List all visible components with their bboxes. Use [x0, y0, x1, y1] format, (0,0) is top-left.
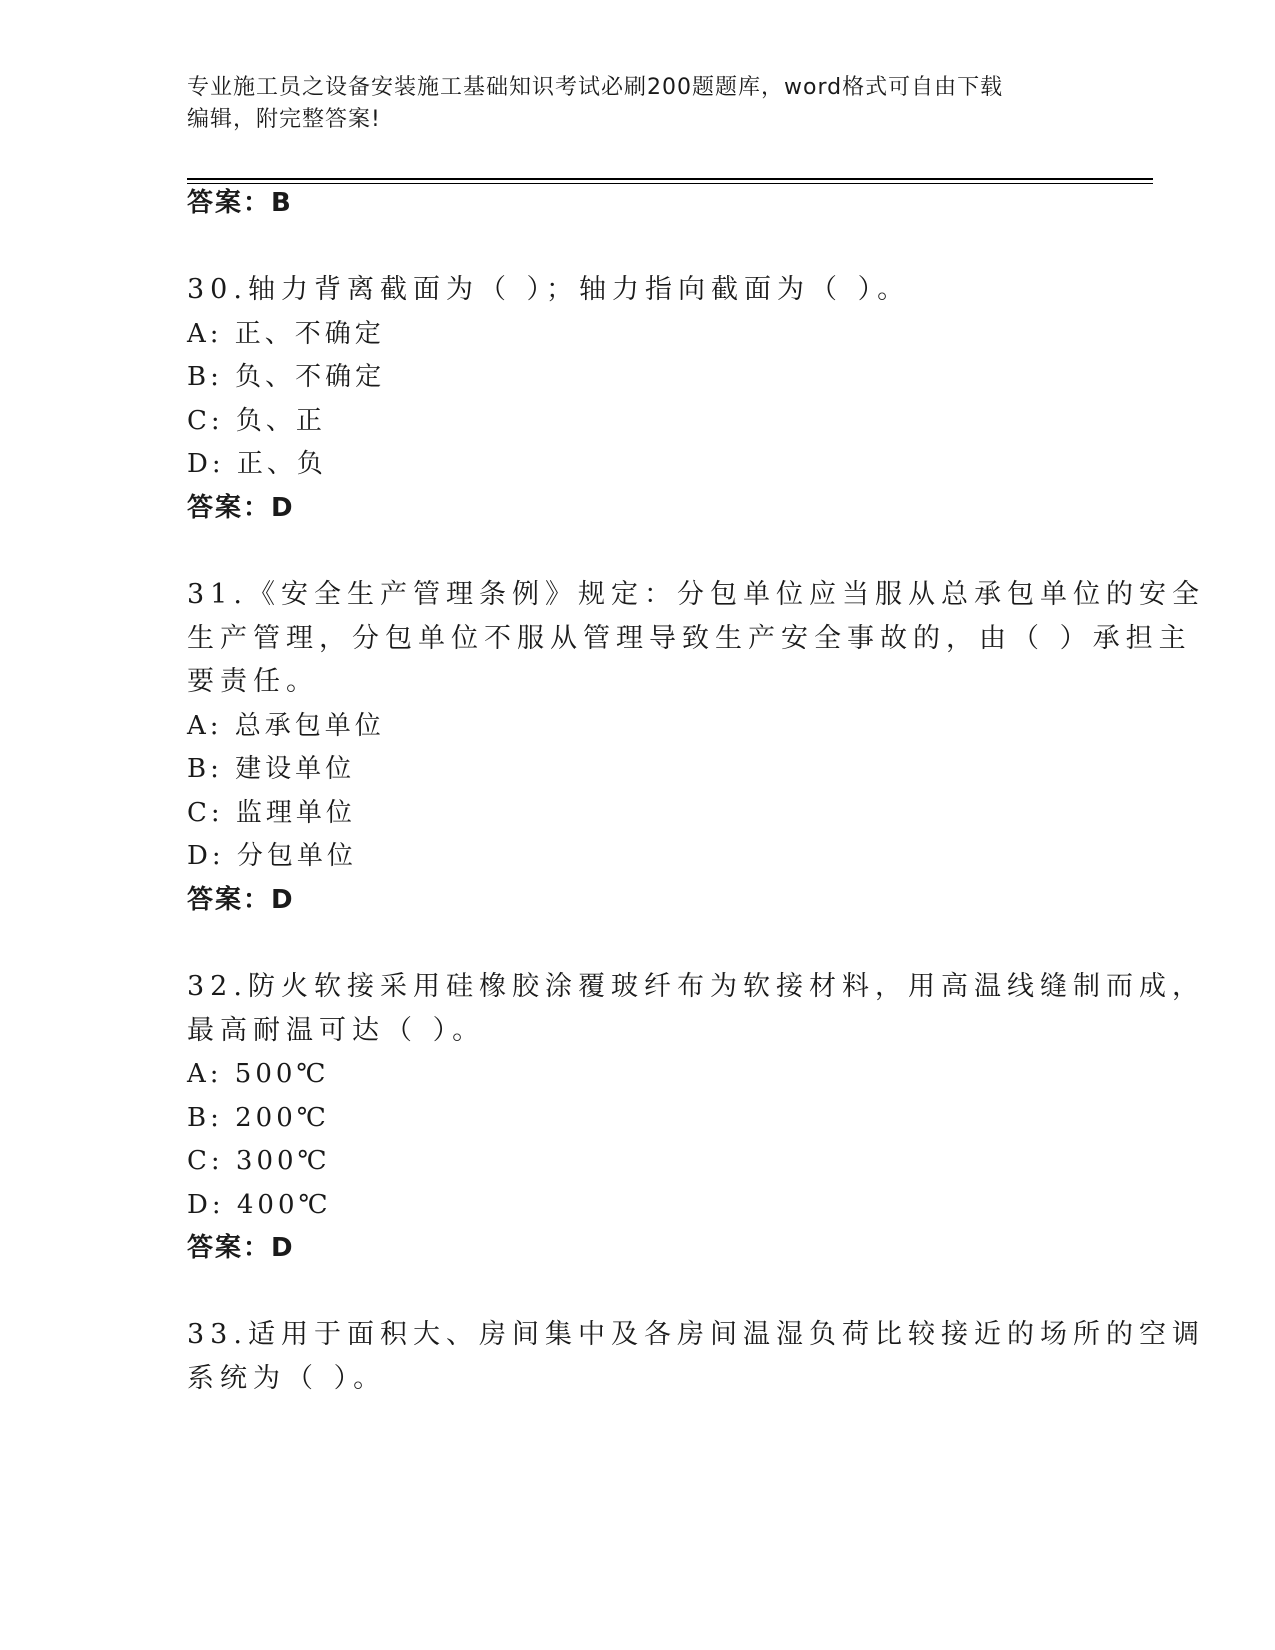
- question-30-stem: 30.轴力背离截面为（ ）；轴力指向截面为（ ）。: [187, 274, 911, 305]
- header-line-1: 专业施工员之设备安装施工基础知识考试必刷200题题库，word格式可自由下载: [187, 75, 1004, 100]
- answer-31: 答案：D: [187, 885, 295, 915]
- header-line-2: 编辑，附完整答案!: [187, 107, 381, 132]
- question-31-option-d: D: 分包单位: [187, 841, 357, 871]
- question-30-option-c: C: 负、正: [187, 406, 326, 436]
- question-30-option-a: A: 正、不确定: [187, 319, 385, 349]
- question-32-option-d: D: 400℃: [187, 1190, 332, 1220]
- question-32-option-c: C: 300℃: [187, 1146, 331, 1176]
- question-32-stem-line-1: 32.防火软接采用硅橡胶涂覆玻纤布为软接材料，用高温线缝制而成，: [187, 971, 1205, 1002]
- document-header: [187, 72, 1067, 136]
- question-31-option-b: B: 建设单位: [187, 754, 356, 784]
- question-32-stem-line-2: 最高耐温可达（ ）。: [187, 1015, 486, 1046]
- answer-29: 答案：B: [187, 188, 293, 218]
- question-31-option-a: A: 总承包单位: [187, 711, 385, 741]
- question-31-stem-line-2: 生产管理，分包单位不服从管理导致生产安全事故的，由（ ）承担主: [187, 623, 1192, 654]
- question-31-stem-line-1: 31.《安全生产管理条例》规定：分包单位应当服从总承包单位的安全: [187, 579, 1205, 610]
- header-divider-thin: [187, 183, 1153, 184]
- question-32-option-b: B: 200℃: [187, 1103, 330, 1133]
- answer-32: 答案：D: [187, 1233, 295, 1263]
- header-divider-thick: [187, 178, 1153, 180]
- question-33-stem-line-1: 33.适用于面积大、房间集中及各房间温湿负荷比较接近的场所的空调: [187, 1319, 1205, 1350]
- question-31-option-c: C: 监理单位: [187, 798, 356, 828]
- question-33-stem-line-2: 系统为（ ）。: [187, 1363, 387, 1394]
- question-32-option-a: A: 500℃: [187, 1059, 330, 1089]
- question-30-option-d: D: 正、负: [187, 449, 327, 479]
- answer-30: 答案：D: [187, 493, 295, 523]
- question-30-option-b: B: 负、不确定: [187, 362, 386, 392]
- question-31-stem-line-3: 要责任。: [187, 666, 319, 697]
